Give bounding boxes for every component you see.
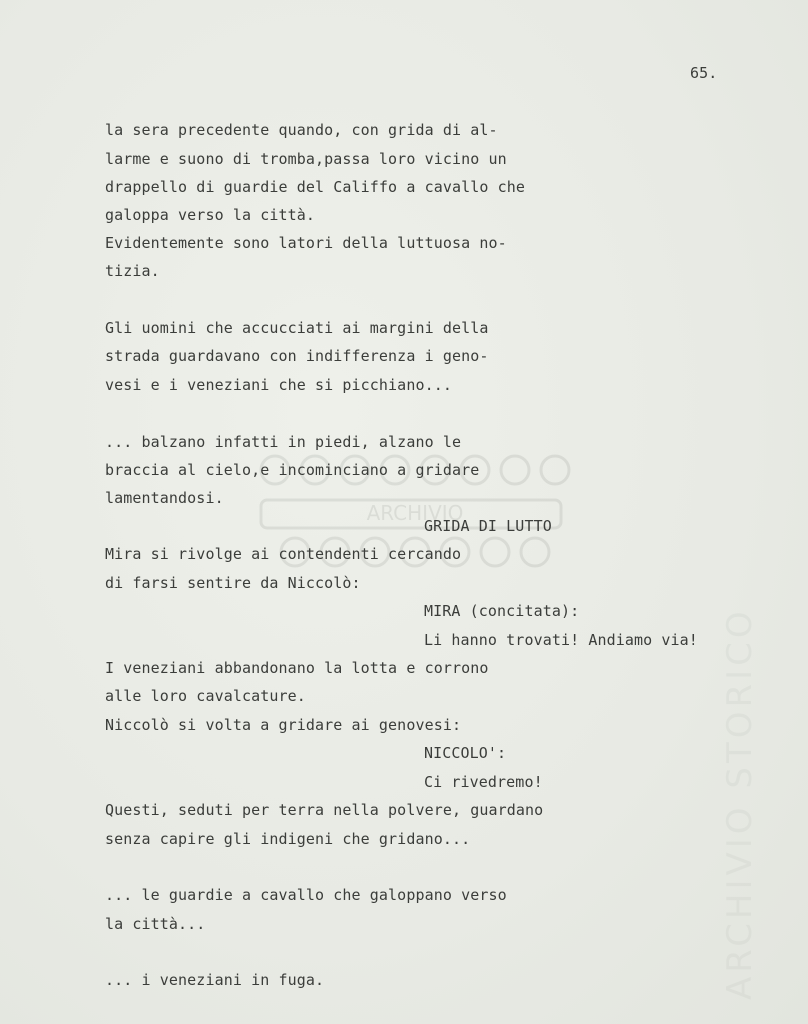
text-line: ... i veneziani in fuga.: [105, 971, 325, 989]
side-stamp-text: ARCHIVIO STORICO: [720, 607, 760, 1000]
text-line: I veneziani abbandonano la lotta e corrono: [105, 659, 489, 677]
speaker-cue: MIRA (concitata):: [424, 602, 580, 620]
text-line: Mira si rivolge ai contendenti cercando: [105, 545, 462, 563]
speaker-cue: GRIDA DI LUTTO: [424, 517, 552, 535]
text-line: larme e suono di tromba,passa loro vicino un: [105, 150, 507, 168]
text-line: vesi e i veneziani che si picchiano...: [105, 376, 452, 394]
text-line: Gli uomini che accucciati ai margini della: [105, 319, 489, 337]
text-line: ... balzano infatti in piedi, alzano le: [105, 433, 462, 451]
speaker-cue: NICCOLO':: [424, 744, 507, 762]
text-line: Questi, seduti per terra nella polvere, guardano: [105, 801, 544, 819]
text-line: braccia al cielo,e incominciano a gridare: [105, 461, 480, 479]
text-line: la città...: [105, 915, 206, 933]
text-line: tizia.: [105, 262, 160, 280]
text-line: lamentandosi.: [105, 489, 224, 507]
text-line: Niccolò si volta a gridare ai genovesi:: [105, 716, 462, 734]
text-line: drappello di guardie del Califfo a cavallo che: [105, 178, 526, 196]
text-line: la sera precedente quando, con grida di al-: [105, 121, 498, 139]
side-stamp: [720, 40, 770, 1000]
watermark-text: ARCHIVIO: [366, 501, 464, 525]
text-line: di farsi sentire da Niccolò:: [105, 574, 361, 592]
text-line: ... le guardie a cavallo che galoppano verso: [105, 886, 507, 904]
dialogue-line: Ci rivedremo!: [424, 773, 543, 791]
text-line: alle loro cavalcature.: [105, 687, 306, 705]
text-line: strada guardavano con indifferenza i geno-: [105, 347, 489, 365]
page-number: 65.: [690, 64, 718, 82]
text-line: Evidentemente sono latori della luttuosa no-: [105, 234, 507, 252]
text-line: galoppa verso la città.: [105, 206, 316, 224]
dialogue-line: Li hanno trovati! Andiamo via!: [424, 631, 698, 649]
text-line: senza capire gli indigeni che gridano...: [105, 830, 471, 848]
